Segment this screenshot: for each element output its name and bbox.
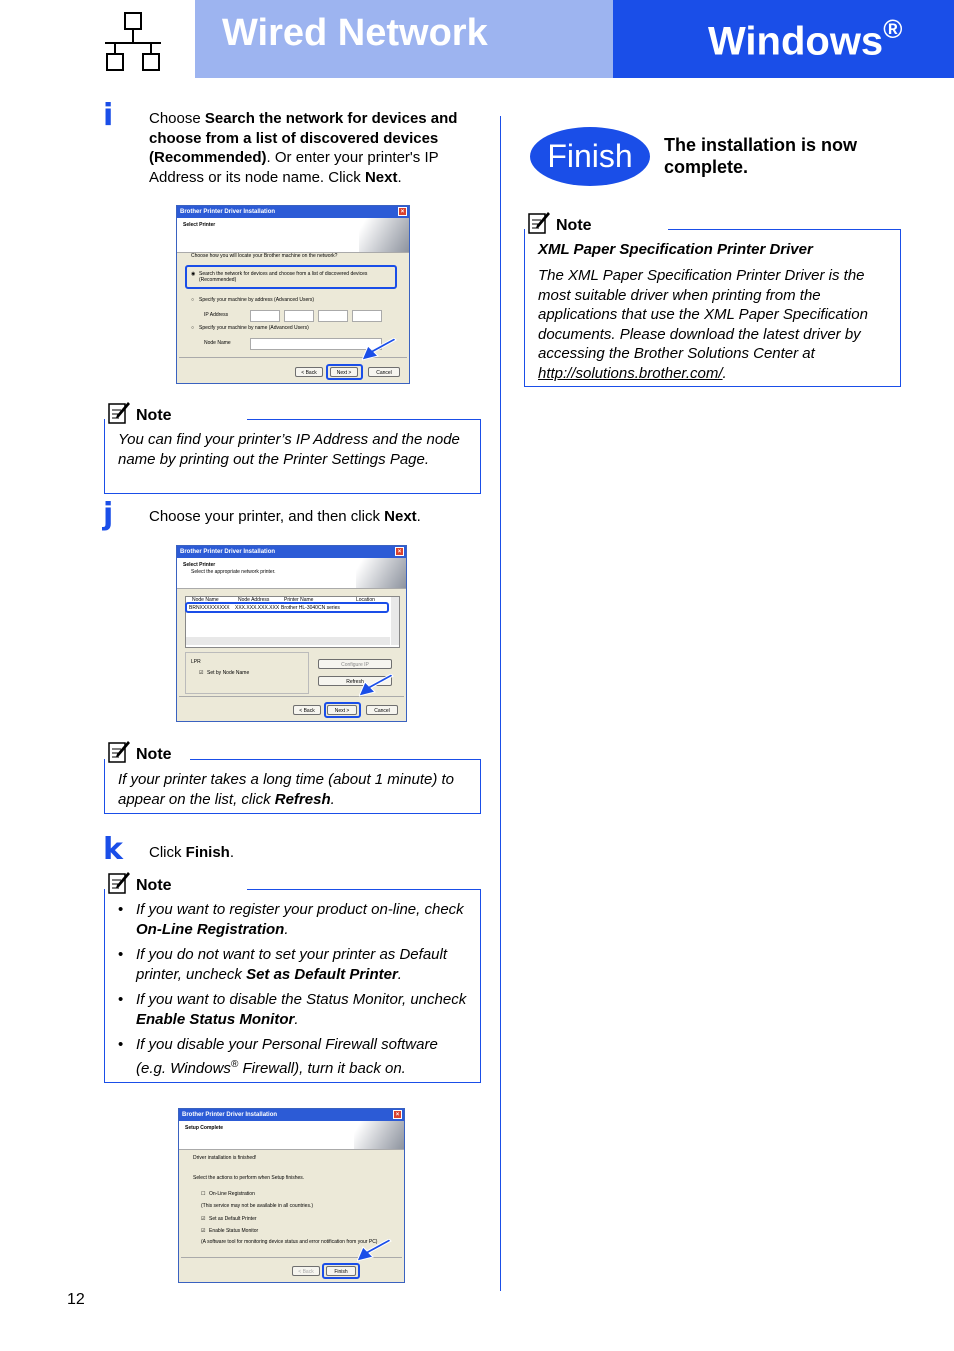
back-button[interactable]: < Back [295, 367, 323, 377]
finish-badge: Finish [530, 127, 650, 186]
note-text: The XML Paper Specification Printer Driver is the most suitable driver when printing from the applications that use the XML Paper Specification documents. Please download the latest driver by accessing the Brother Solutions Center at http://solutions.brother.com/. [538, 267, 868, 382]
highlight-finish [322, 1263, 360, 1279]
note-label: Note [556, 217, 592, 234]
list-item: • If you do not want to set your printer as Default printer, uncheck Set as Default Printer. [118, 945, 468, 984]
back-button[interactable]: < Back [292, 1266, 320, 1276]
step-letter-i: i [103, 98, 114, 133]
completion-message: The installation is now complete. [664, 135, 858, 177]
column-divider [500, 116, 501, 1291]
cancel-button[interactable]: Cancel [366, 705, 398, 715]
solutions-center-link[interactable]: http://solutions.brother.com/ [538, 364, 723, 382]
step-letter-j: j [103, 497, 114, 532]
note-text: If your printer takes a long time (about 1 minute) to appear on the list, click Refresh. [118, 771, 454, 808]
back-button[interactable]: < Back [293, 705, 321, 715]
note-heading: XML Paper Specification Printer Driver [538, 241, 813, 258]
network-icon [100, 10, 166, 74]
note-label: Note [136, 746, 172, 763]
note-label: Note [136, 407, 172, 424]
step-j-text: Choose your printer, and then click Next. [149, 508, 421, 525]
close-icon: × [393, 1110, 402, 1119]
step-letter-k: k [103, 832, 123, 867]
next-button[interactable]: Next > [330, 367, 358, 377]
refresh-button[interactable]: Refresh [318, 676, 392, 686]
highlight-next [326, 364, 363, 380]
page-number: 12 [67, 1291, 85, 1308]
list-item: • If you want to register your product on-line, check On-Line Registration. [118, 900, 468, 939]
note-label: Note [136, 877, 172, 894]
screenshot-select-network-printer: Brother Printer Driver Installation × Select Printer Select the appropriate network printer. Node Name Node Address Printer Name Location BRNXXXXXXXXX XXX.XXX.XXX.XXX Brother HL-3040CN series LPR ☑ Set by Node Name Configure IP Refresh < Back Next > Cancel [176, 545, 407, 722]
highlight-printer-row [185, 602, 389, 613]
screenshot-setup-complete: Brother Printer Driver Installation × Setup Complete Driver installation is finished! Select the actions to perform when Setup finishes. ☐ On-Line Registration (This service may not be available in all countries.) ☑ Set as Default Printer ☑ Enable Status Monitor (A software tool for monitoring device status and error notification from your PC) < Back Finish [178, 1108, 405, 1283]
screenshot-select-printer-method: Brother Printer Driver Installation × Select Printer Choose how you will locate your Brother machine on the network? ◉ Search the network for devices and choose from a list of discovered devices (Recommended) ○ Specify your machine by address (Advanced Users) IP Address ○ Specify your machine by name (Advanced Users) Node Name < Back Next > Cancel [176, 205, 410, 384]
step-i-text: Choose Search the network for devices and choose from a list of discovered devices (Recommended). Or enter your printer's IP Address or its node name. Click Next. [149, 110, 458, 186]
list-item: • If you disable your Personal Firewall software (e.g. Windows® Firewall), turn it back on. [118, 1035, 468, 1078]
close-icon: × [398, 207, 407, 216]
note-text: You can find your printer’s IP Address and the node name by printing out the Printer Settings Page. [118, 431, 460, 468]
pointer-arrow-icon [359, 674, 395, 698]
cancel-button[interactable]: Cancel [368, 367, 400, 377]
configure-ip-button[interactable]: Configure IP [318, 659, 392, 669]
next-button[interactable]: Next > [327, 705, 357, 715]
step-k-text: Click Finish. [149, 844, 235, 861]
note-bullet-list [118, 900, 468, 1084]
pointer-arrow-icon [357, 1239, 393, 1263]
finish-button[interactable]: Finish [326, 1266, 356, 1276]
highlight-next [324, 702, 361, 718]
pointer-arrow-icon [362, 338, 398, 362]
header-title: Wired Network [222, 12, 488, 54]
header-os-label: Windows® [708, 14, 903, 64]
list-item: • If you want to disable the Status Monitor, uncheck Enable Status Monitor. [118, 990, 468, 1029]
close-icon: × [395, 547, 404, 556]
